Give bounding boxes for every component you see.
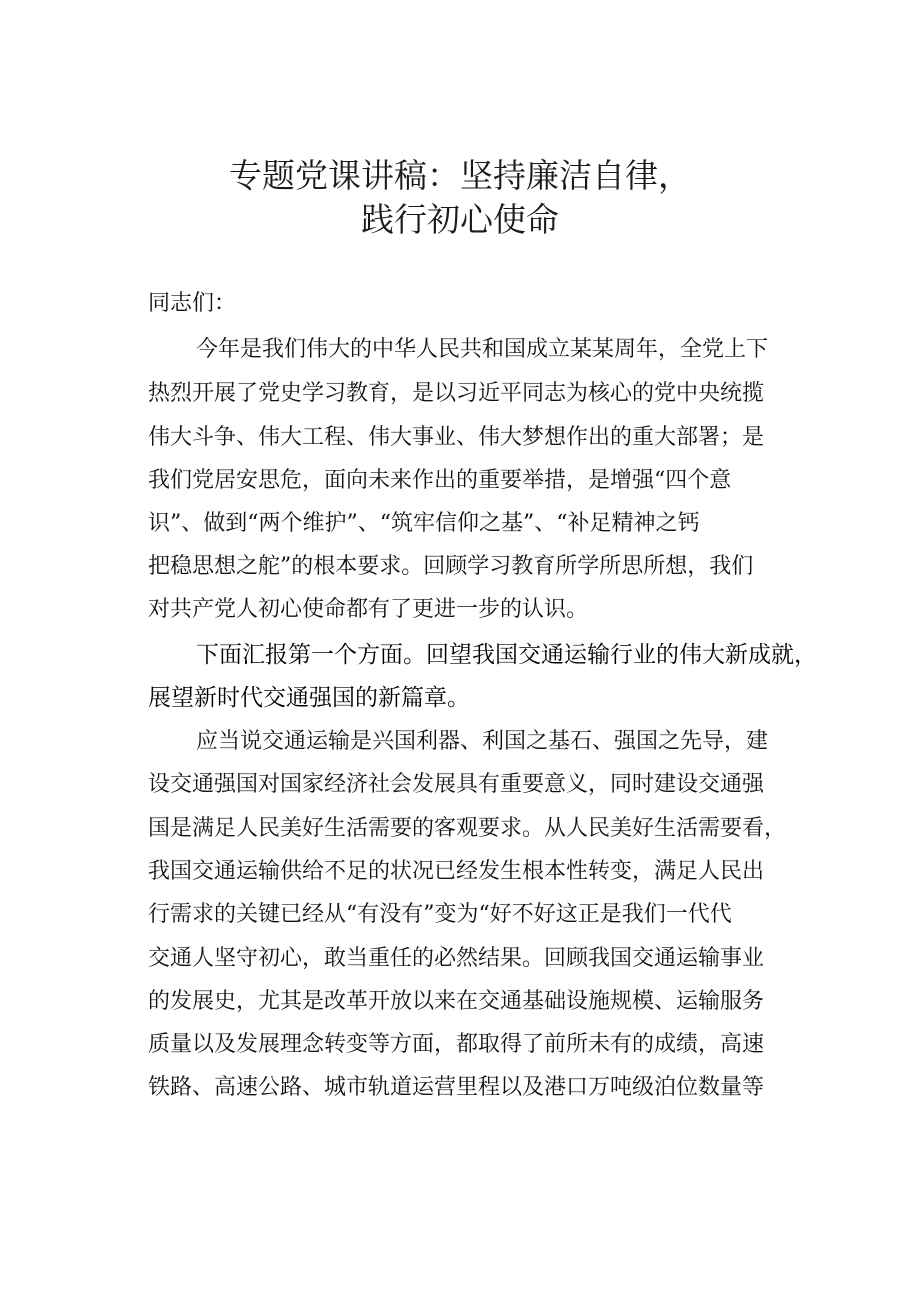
salutation: 同志们： [148, 291, 237, 316]
paragraph-1-line: 把稳思想之舵”的根本要求。回顾学习教育所学所思所想，我们 [148, 554, 754, 579]
paragraph-2-line: 设交通强国对国家经济社会发展具有重要意义，同时建设交通强 [148, 772, 765, 797]
document-title-line-2: 践行初心使命 [361, 200, 559, 239]
paragraph-1-line: 我们党居安思危，面向未来作出的重要举措，是增强“四个意 [148, 468, 732, 493]
paragraph-2-line: 的发展史，尤其是改革开放以来在交通基础设施规模、运输服务 [148, 989, 765, 1014]
section-heading-line: 展望新时代交通强国的新篇章。 [148, 685, 470, 711]
document-title-line-1: 专题党课讲稿：坚持廉洁自律， [229, 156, 691, 195]
paragraph-1-line: 今年是我们伟大的中华人民共和国成立某某周年，全党上下 [196, 337, 769, 362]
paragraph-1-line: 对共产党人初心使命都有了更进一步的认识。 [148, 597, 589, 622]
paragraph-2-line: 国是满足人民美好生活需要的客观要求。从人民美好生活需要看， [148, 816, 787, 841]
paragraph-1-line: 识”、做到“两个维护”、“筑牢信仰之基”、“补足精神之钙 [148, 511, 700, 536]
section-heading-line: 下面汇报第一个方面。回望我国交通运输行业的伟大新成就， [196, 642, 817, 668]
paragraph-1-line: 伟大斗争、伟大工程、伟大事业、伟大梦想作出的重大部署；是 [148, 425, 765, 450]
paragraph-2-line: 行需求的关键已经从“有没有”变为“好不好这正是我们一代代 [148, 902, 732, 927]
paragraph-2-line: 应当说交通运输是兴国利器、利国之基石、强国之先导，建 [196, 729, 769, 754]
paragraph-2-line: 铁路、高速公路、城市轨道运营里程以及港口万吨级泊位数量等 [148, 1075, 765, 1100]
paragraph-2-line: 交通人坚守初心，敢当重任的必然结果。回顾我国交通运输事业 [148, 946, 765, 971]
paragraph-2-line: 我国交通运输供给不足的状况已经发生根本性转变，满足人民出 [148, 859, 765, 884]
paragraph-1-line: 热烈开展了党史学习教育，是以习近平同志为核心的党中央统揽 [148, 381, 765, 406]
paragraph-2-line: 质量以及发展理念转变等方面，都取得了前所未有的成绩，高速 [148, 1032, 765, 1057]
